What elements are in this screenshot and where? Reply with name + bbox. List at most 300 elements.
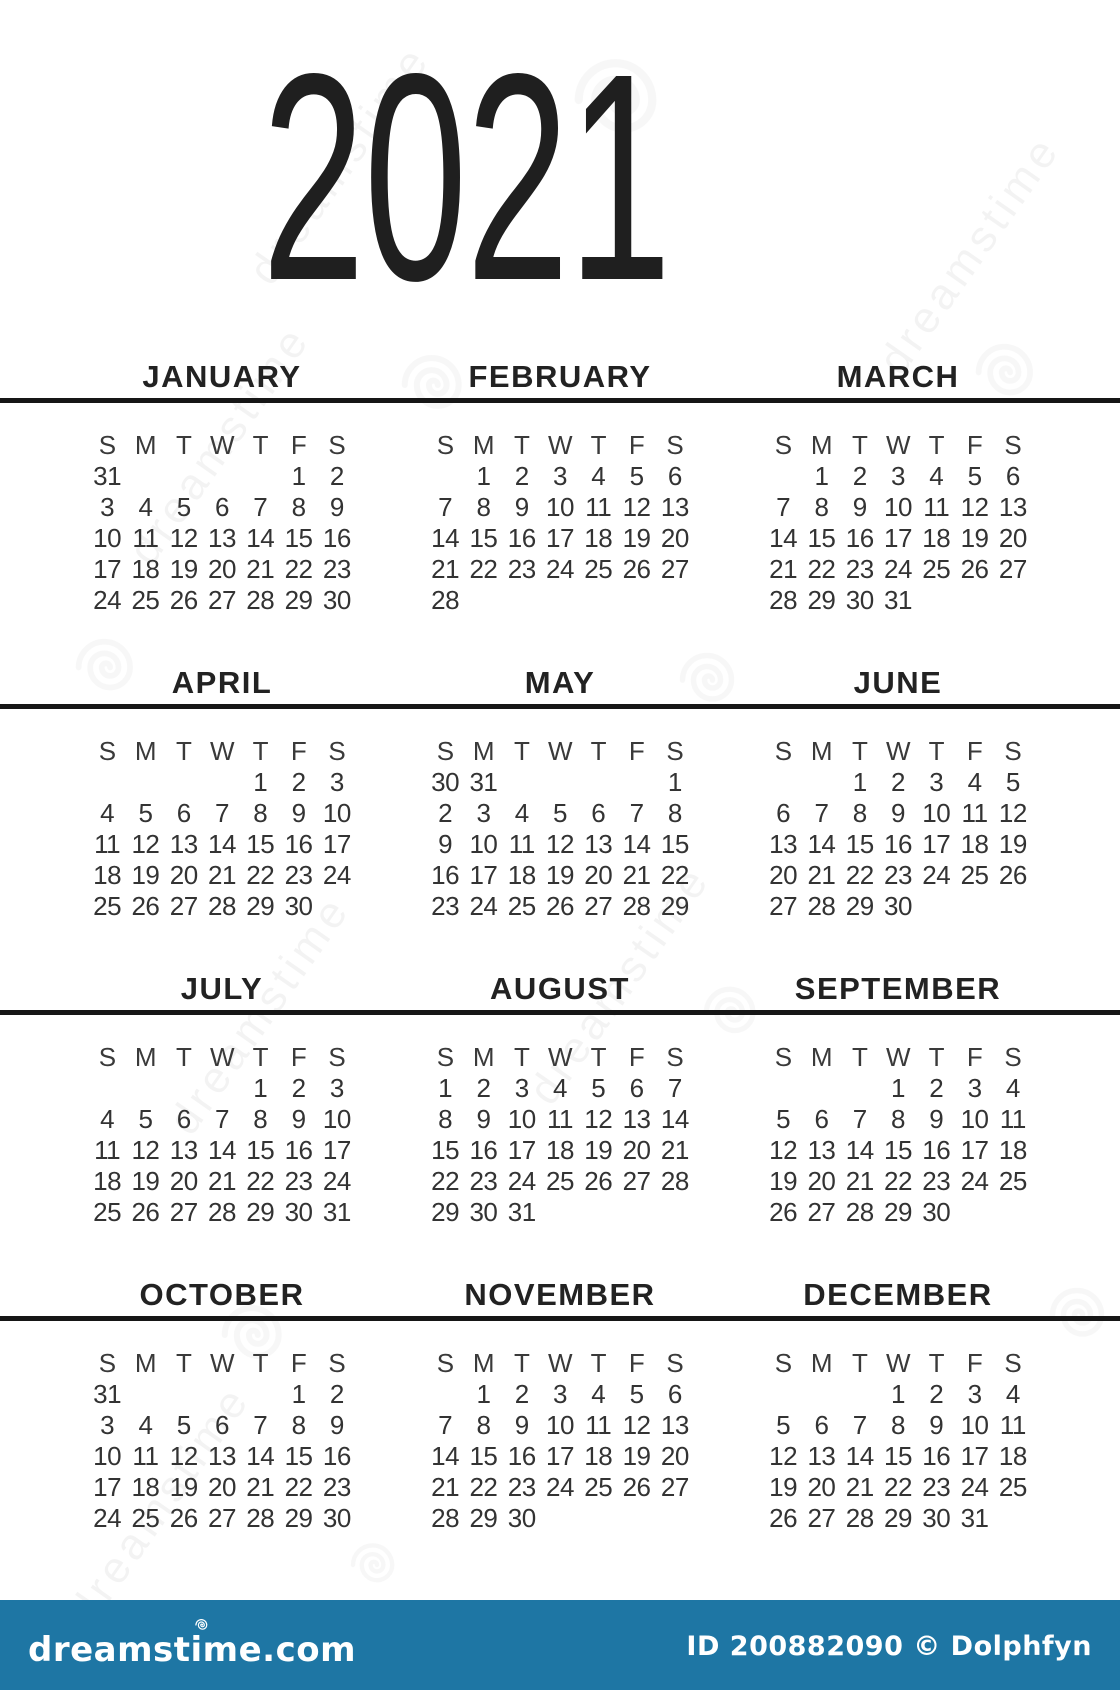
date-cell: 17	[469, 860, 498, 890]
date-cell: 4	[138, 492, 153, 522]
date-cell: 14	[246, 1441, 275, 1471]
date-cell: 9	[852, 492, 867, 522]
weekday-label: S	[666, 736, 684, 766]
weekday-label: S	[328, 1348, 346, 1378]
date-cell: 11	[508, 829, 535, 859]
date-cell: 27	[169, 891, 198, 921]
month-title-august: AUGUST	[490, 971, 630, 1006]
date-cell: 4	[553, 1073, 567, 1103]
divider-line	[0, 1010, 1120, 1015]
date-cell: 4	[929, 461, 944, 491]
date-cell	[241, 461, 279, 492]
watermark-bar	[0, 1600, 1120, 1690]
week-row	[426, 523, 694, 554]
date-cell: 30	[845, 585, 874, 615]
date-cell: 5	[553, 798, 567, 828]
date-cell: 27	[998, 554, 1027, 584]
date-cell: 22	[246, 860, 275, 890]
weekday-label: T	[514, 1348, 530, 1378]
month-grid-april	[88, 736, 356, 922]
week-row	[426, 1197, 694, 1228]
date-cell: 3	[476, 798, 491, 828]
date-cell: 21	[845, 1166, 874, 1196]
date-cell: 2	[929, 1379, 944, 1409]
date-cell: 26	[131, 891, 160, 921]
week-row	[764, 829, 1032, 860]
date-cell: 11	[923, 492, 950, 522]
date-cell: 29	[660, 891, 689, 921]
date-cell: 13	[208, 1441, 236, 1471]
date-cell: 19	[546, 860, 574, 890]
date-cell: 29	[845, 891, 874, 921]
date-cell: 17	[507, 1135, 536, 1165]
date-cell: 30	[284, 1197, 313, 1227]
date-cell	[917, 891, 955, 922]
date-cell: 28	[208, 1197, 236, 1227]
week-row	[426, 585, 694, 616]
weekday-label: S	[1004, 430, 1022, 460]
weekday-label: F	[628, 1348, 645, 1378]
date-cell	[318, 891, 356, 922]
date-cell: 25	[546, 1166, 574, 1196]
month-title-march: MARCH	[836, 359, 960, 394]
week-row	[764, 767, 1032, 798]
date-cell: 25	[93, 1197, 122, 1227]
weekday-label: W	[209, 736, 234, 766]
date-cell: 14	[845, 1441, 874, 1471]
date-cell: 13	[660, 1410, 689, 1440]
date-cell: 3	[329, 767, 344, 797]
weekday-label: T	[590, 430, 606, 460]
weekday-label: S	[98, 1348, 116, 1378]
date-cell: 7	[438, 1410, 453, 1440]
watermark-swirl-icon	[335, 1525, 415, 1605]
date-cell	[764, 1379, 802, 1410]
weekday-label: S	[774, 1042, 792, 1072]
date-cell: 15	[845, 829, 874, 859]
date-cell	[165, 461, 203, 492]
date-cell: 28	[431, 1503, 460, 1533]
date-cell: 29	[469, 1503, 498, 1533]
date-cell: 7	[667, 1073, 682, 1103]
date-cell: 1	[438, 1073, 453, 1103]
date-cell	[88, 767, 126, 798]
date-cell: 24	[322, 860, 351, 890]
date-cell: 26	[622, 1472, 651, 1502]
weekday-label: T	[852, 1348, 868, 1378]
date-cell: 2	[514, 1379, 529, 1409]
date-cell: 6	[176, 798, 191, 828]
date-cell: 30	[322, 1503, 351, 1533]
date-cell: 22	[431, 1166, 460, 1196]
date-cell	[203, 767, 241, 798]
date-cell: 29	[246, 891, 275, 921]
week-row	[764, 1441, 1032, 1472]
date-cell: 14	[431, 523, 460, 553]
week-row	[88, 1073, 356, 1104]
week-row	[88, 891, 356, 922]
week-row	[426, 1166, 694, 1197]
week-row	[764, 1410, 1032, 1441]
date-cell: 30	[322, 585, 351, 615]
date-cell: 7	[852, 1104, 867, 1134]
divider-line	[0, 398, 1120, 403]
date-cell: 30	[884, 891, 912, 921]
week-row	[88, 1503, 356, 1534]
weekday-label: T	[176, 1042, 192, 1072]
weekday-label: S	[774, 1348, 792, 1378]
date-cell: 31	[93, 461, 122, 491]
date-cell	[203, 461, 241, 492]
date-cell: 27	[807, 1503, 836, 1533]
dreamstime-logo	[28, 1630, 356, 1670]
weekday-label: S	[666, 1042, 684, 1072]
month-grid-march	[764, 430, 1032, 616]
date-cell: 26	[998, 860, 1027, 890]
month-grid-february	[426, 430, 694, 616]
date-cell: 8	[291, 492, 306, 522]
month-grid-june	[764, 736, 1032, 922]
weekday-label: W	[209, 1348, 234, 1378]
weekday-label: F	[966, 1348, 983, 1378]
date-cell: 27	[769, 891, 798, 921]
date-cell: 6	[215, 1410, 229, 1440]
date-cell: 5	[776, 1410, 791, 1440]
date-cell: 13	[807, 1441, 836, 1471]
date-cell: 18	[131, 554, 160, 584]
date-cell: 21	[208, 860, 236, 890]
weekday-label: S	[1004, 1042, 1022, 1072]
month-title-october: OCTOBER	[139, 1277, 305, 1312]
date-cell: 3	[891, 461, 905, 491]
date-cell: 9	[329, 492, 344, 522]
date-cell: 9	[476, 1104, 491, 1134]
date-cell: 10	[507, 1104, 536, 1134]
date-cell: 2	[891, 767, 905, 797]
weekday-label: T	[252, 430, 268, 460]
date-cell: 1	[667, 767, 682, 797]
date-cell: 13	[998, 492, 1027, 522]
date-cell	[802, 1073, 840, 1104]
date-cell: 28	[208, 891, 236, 921]
date-cell: 27	[660, 554, 689, 584]
date-cell: 16	[884, 829, 912, 859]
date-cell	[802, 767, 840, 798]
date-cell: 24	[93, 585, 122, 615]
weekday-label: T	[852, 1042, 868, 1072]
week-row	[426, 1379, 694, 1410]
date-cell	[126, 767, 164, 798]
date-cell: 7	[776, 492, 791, 522]
week-row	[426, 1410, 694, 1441]
date-cell: 28	[622, 891, 651, 921]
weekday-label: F	[966, 736, 983, 766]
month-grid-may	[426, 736, 694, 922]
date-cell: 12	[622, 1410, 651, 1440]
date-cell: 30	[431, 767, 460, 797]
date-cell: 8	[253, 798, 268, 828]
month-title-september: SEPTEMBER	[794, 971, 1002, 1006]
date-cell: 19	[960, 523, 989, 553]
date-cell: 22	[884, 1472, 912, 1502]
weekday-label: W	[885, 430, 910, 460]
date-cell: 17	[546, 1441, 574, 1471]
date-cell	[656, 1503, 694, 1534]
date-cell: 7	[253, 1410, 268, 1440]
date-cell: 20	[807, 1472, 836, 1502]
date-cell: 9	[291, 798, 306, 828]
date-cell	[126, 1073, 164, 1104]
weekday-label: W	[885, 1042, 910, 1072]
week-row	[764, 585, 1032, 616]
date-cell	[764, 461, 802, 492]
date-cell: 21	[622, 860, 651, 890]
date-cell: 11	[546, 1104, 573, 1134]
date-cell: 6	[776, 798, 791, 828]
date-cell: 27	[622, 1166, 651, 1196]
weekday-label: W	[547, 1348, 572, 1378]
date-cell: 23	[922, 1166, 951, 1196]
date-cell: 1	[253, 1073, 268, 1103]
weekday-header-row	[764, 736, 1032, 767]
date-cell: 7	[253, 492, 268, 522]
date-cell: 13	[807, 1135, 836, 1165]
weekday-label: S	[666, 1348, 684, 1378]
date-cell: 16	[507, 523, 536, 553]
date-cell: 17	[322, 1135, 351, 1165]
date-cell: 3	[329, 1073, 344, 1103]
date-cell	[126, 1379, 164, 1410]
weekday-label: M	[810, 1042, 832, 1072]
date-cell	[617, 1503, 655, 1534]
date-cell: 1	[291, 461, 306, 491]
date-cell: 20	[660, 1441, 689, 1471]
date-cell: 15	[431, 1135, 460, 1165]
weekday-label: S	[98, 1042, 116, 1072]
month-title-december: DECEMBER	[803, 1277, 993, 1312]
week-row	[764, 523, 1032, 554]
date-cell: 14	[769, 523, 798, 553]
month-row-2	[0, 666, 1120, 922]
date-cell: 2	[438, 798, 453, 828]
month-titles-row	[0, 972, 1120, 1004]
date-cell: 29	[884, 1503, 912, 1533]
date-cell	[203, 1073, 241, 1104]
date-cell: 23	[507, 1472, 536, 1502]
date-cell: 29	[284, 585, 313, 615]
date-cell	[464, 585, 502, 616]
date-cell: 21	[431, 1472, 460, 1502]
weekday-label: T	[176, 1348, 192, 1378]
date-cell: 30	[922, 1197, 951, 1227]
date-cell: 28	[769, 585, 798, 615]
weekday-label: F	[966, 430, 983, 460]
date-cell: 26	[769, 1503, 798, 1533]
date-cell: 6	[1005, 461, 1020, 491]
date-cell	[165, 767, 203, 798]
weekday-label: T	[928, 430, 944, 460]
date-cell	[426, 1379, 464, 1410]
date-cell: 9	[291, 1104, 306, 1134]
date-cell: 9	[929, 1410, 944, 1440]
date-cell: 26	[769, 1197, 798, 1227]
weekday-label: M	[134, 1042, 156, 1072]
date-cell	[917, 585, 955, 616]
month-title-february: FEBRUARY	[468, 359, 652, 394]
date-cell: 13	[208, 523, 236, 553]
week-row	[764, 461, 1032, 492]
date-cell: 21	[246, 554, 275, 584]
date-cell: 12	[769, 1441, 798, 1471]
date-cell: 22	[284, 554, 313, 584]
weekday-label: F	[966, 1042, 983, 1072]
week-row	[426, 492, 694, 523]
month-title-june: JUNE	[853, 665, 943, 700]
week-row	[764, 1472, 1032, 1503]
date-cell: 2	[476, 1073, 491, 1103]
date-cell: 4	[1005, 1073, 1020, 1103]
date-cell: 23	[284, 1166, 313, 1196]
date-cell: 27	[807, 1197, 836, 1227]
date-cell: 8	[852, 798, 867, 828]
weekday-label: F	[290, 1042, 307, 1072]
weekday-label: T	[852, 430, 868, 460]
date-cell: 11	[94, 1135, 121, 1165]
weekday-label: S	[436, 736, 454, 766]
date-cell: 6	[176, 1104, 191, 1134]
date-cell: 2	[329, 1379, 344, 1409]
date-cell: 19	[131, 1166, 160, 1196]
date-cell: 28	[845, 1197, 874, 1227]
week-row	[88, 1472, 356, 1503]
date-cell: 15	[884, 1135, 912, 1165]
date-cell: 27	[660, 1472, 689, 1502]
date-cell: 18	[546, 1135, 574, 1165]
year-title: 2021	[261, 12, 671, 342]
week-row	[426, 767, 694, 798]
date-cell: 25	[507, 891, 536, 921]
weekday-label: T	[252, 1042, 268, 1072]
date-cell: 16	[469, 1135, 498, 1165]
date-cell: 25	[922, 554, 951, 584]
date-cell: 12	[584, 1104, 613, 1134]
week-row	[88, 798, 356, 829]
date-cell: 26	[622, 554, 651, 584]
weekday-label: M	[134, 736, 156, 766]
date-cell: 6	[667, 1379, 682, 1409]
date-cell: 6	[591, 798, 606, 828]
date-cell: 21	[807, 860, 836, 890]
date-cell: 1	[852, 767, 867, 797]
month-row-3	[0, 972, 1120, 1228]
date-cell: 2	[329, 461, 344, 491]
date-cell	[579, 1503, 617, 1534]
date-cell: 16	[845, 523, 874, 553]
date-cell: 23	[922, 1472, 951, 1502]
date-cell: 19	[622, 1441, 651, 1471]
week-row	[426, 461, 694, 492]
date-cell: 4	[1005, 1379, 1020, 1409]
weekday-label: T	[928, 736, 944, 766]
date-cell: 5	[176, 492, 191, 522]
date-cell: 17	[93, 1472, 122, 1502]
month-grid-november	[426, 1348, 694, 1534]
date-cell: 12	[622, 492, 651, 522]
date-cell: 27	[584, 891, 613, 921]
date-cell: 14	[208, 1135, 236, 1165]
date-cell: 20	[769, 860, 798, 890]
weekday-label: S	[774, 430, 792, 460]
weekday-label: T	[514, 430, 530, 460]
date-cell: 10	[322, 1104, 351, 1134]
date-cell: 29	[807, 585, 836, 615]
date-cell: 20	[622, 1135, 651, 1165]
weekday-label: T	[852, 736, 868, 766]
date-cell: 5	[176, 1410, 191, 1440]
date-cell: 31	[960, 1503, 989, 1533]
date-cell: 12	[998, 798, 1027, 828]
date-cell: 10	[960, 1410, 989, 1440]
date-cell: 15	[246, 829, 275, 859]
date-cell: 25	[93, 891, 122, 921]
date-cell: 18	[584, 1441, 613, 1471]
date-cell: 12	[169, 523, 198, 553]
date-cell: 25	[998, 1166, 1027, 1196]
date-cell: 14	[845, 1135, 874, 1165]
date-cell: 2	[514, 461, 529, 491]
date-cell: 23	[507, 554, 536, 584]
week-row	[764, 492, 1032, 523]
date-cell: 12	[960, 492, 989, 522]
date-cell: 7	[215, 798, 229, 828]
week-row	[426, 1472, 694, 1503]
date-cell: 20	[208, 1472, 236, 1502]
date-cell: 15	[284, 523, 313, 553]
week-row	[88, 1379, 356, 1410]
image-credit: ID 200882090 © Dolphfyn	[686, 1630, 1092, 1662]
week-row	[88, 1197, 356, 1228]
date-cell: 26	[546, 891, 574, 921]
date-cell: 1	[891, 1379, 905, 1409]
date-cell: 30	[922, 1503, 951, 1533]
date-cell: 3	[929, 767, 944, 797]
date-cell: 9	[329, 1410, 344, 1440]
date-cell: 13	[769, 829, 798, 859]
date-cell: 11	[999, 1410, 1026, 1440]
date-cell: 1	[814, 461, 829, 491]
date-cell: 14	[431, 1441, 460, 1471]
date-cell: 25	[584, 1472, 613, 1502]
date-cell: 22	[469, 554, 498, 584]
date-cell: 16	[922, 1441, 951, 1471]
weekday-label: W	[885, 1348, 910, 1378]
month-tables-row	[0, 1042, 1120, 1228]
date-cell: 7	[215, 1104, 229, 1134]
date-cell: 5	[967, 461, 982, 491]
week-row	[764, 798, 1032, 829]
date-cell	[541, 1197, 579, 1228]
date-cell: 22	[284, 1472, 313, 1502]
date-cell: 14	[208, 829, 236, 859]
week-row	[426, 860, 694, 891]
date-cell: 5	[138, 798, 153, 828]
month-grid-october	[88, 1348, 356, 1534]
date-cell: 20	[208, 554, 236, 584]
date-cell: 31	[322, 1197, 351, 1227]
date-cell: 3	[553, 461, 567, 491]
date-cell: 9	[514, 1410, 529, 1440]
date-cell	[503, 585, 541, 616]
